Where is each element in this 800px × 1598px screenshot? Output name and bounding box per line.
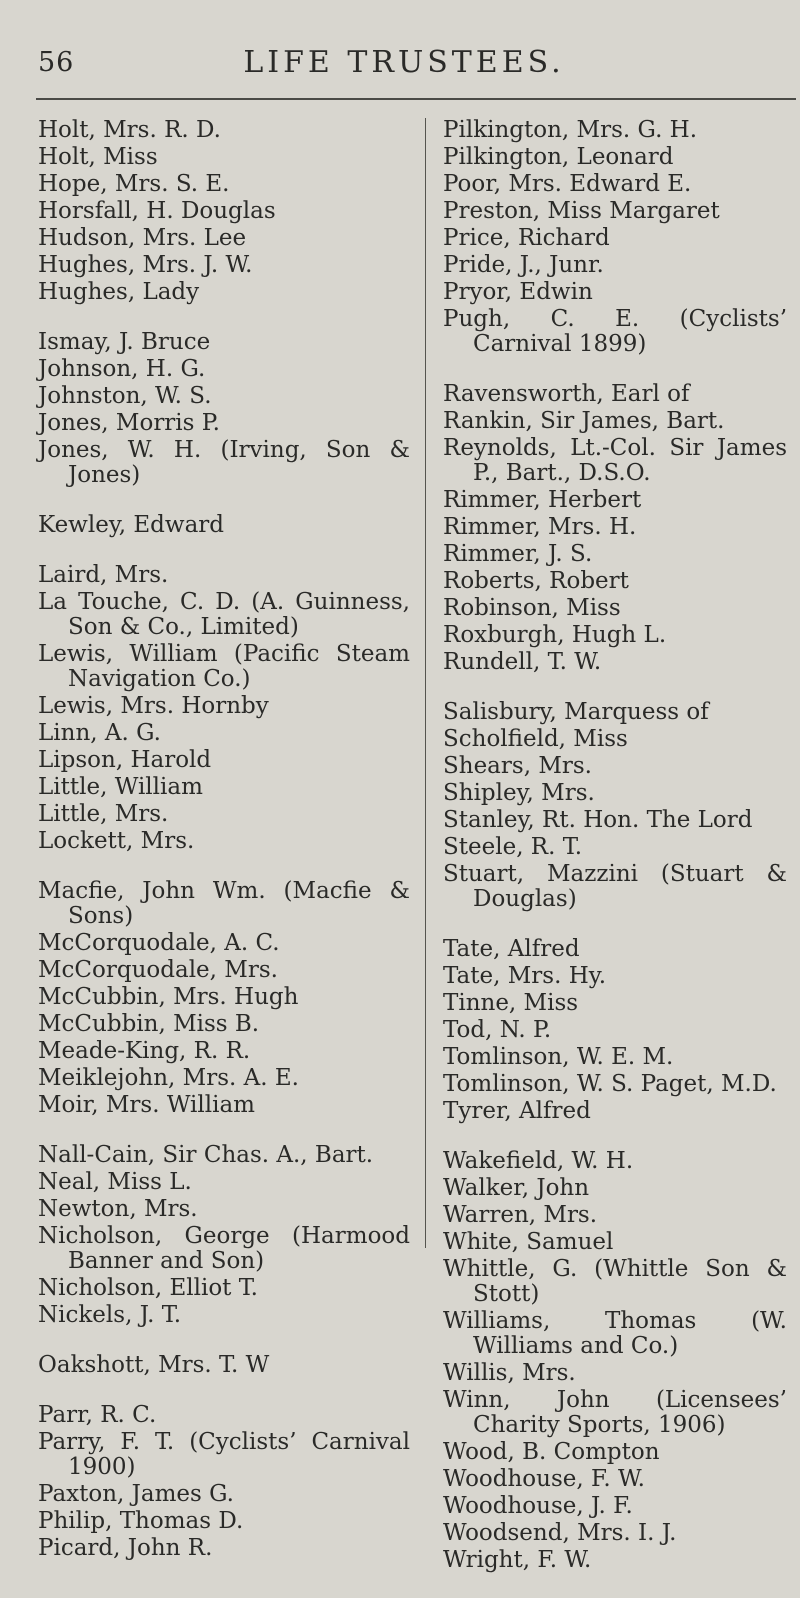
trustee-entry: McCubbin, Mrs. Hugh — [38, 984, 299, 1010]
trustee-entry: Tod, N. P. — [443, 1017, 552, 1043]
trustee-entry: Preston, Miss Margaret — [443, 198, 720, 224]
trustee-entry: Walker, John — [443, 1175, 590, 1201]
trustee-entry: La Touche, C. D. (A. Guinness, Son & Co., Limited) — [38, 589, 410, 640]
trustee-entry: Nicholson, Elliot T. — [38, 1275, 258, 1301]
trustee-entry: Whittle, G. (Whittle Son & Stott) — [443, 1256, 787, 1307]
trustee-entry: Paxton, James G. — [38, 1481, 234, 1507]
trustee-entry: Nickels, J. T. — [38, 1302, 182, 1328]
trustee-entry: Tomlinson, W. E. M. — [443, 1044, 674, 1070]
trustee-entry: Tate, Alfred — [443, 936, 580, 962]
trustee-entry: Lewis, Mrs. Hornby — [38, 693, 269, 719]
trustee-entry: Willis, Mrs. — [443, 1360, 576, 1386]
trustee-entry: Neal, Miss L. — [38, 1169, 192, 1195]
trustee-entry: Ismay, J. Bruce — [38, 329, 211, 355]
trustee-entry: Pryor, Edwin — [443, 279, 593, 305]
trustee-entry: Pilkington, Leonard — [443, 144, 674, 170]
trustee-entry: Williams, Thomas (W. Williams and Co.) — [443, 1308, 787, 1359]
name-group — [38, 513, 410, 538]
name-group — [38, 330, 410, 488]
trustee-entry: Tinne, Miss — [443, 990, 579, 1016]
name-group — [38, 563, 410, 854]
page-number: 56 — [38, 47, 75, 78]
trustee-entry: Moir, Mrs. William — [38, 1092, 255, 1118]
trustee-entry: Holt, Mrs. R. D. — [38, 117, 221, 143]
name-group — [443, 1149, 787, 1573]
name-group — [38, 1143, 410, 1328]
trustee-entry: Tomlinson, W. S. Paget, M.D. — [443, 1071, 777, 1097]
name-group — [443, 118, 787, 357]
trustee-entry: Linn, A. G. — [38, 720, 161, 746]
name-group — [38, 118, 410, 305]
right-column — [443, 118, 787, 1598]
trustee-entry: Rimmer, Mrs. H. — [443, 514, 637, 540]
name-group — [443, 700, 787, 912]
trustee-entry: Robinson, Miss — [443, 595, 621, 621]
trustee-entry: Hughes, Mrs. J. W. — [38, 252, 253, 278]
trustee-entry: Jones, Morris P. — [38, 410, 220, 436]
trustee-entry: Wakefield, W. H. — [443, 1148, 634, 1174]
name-group — [443, 937, 787, 1124]
trustee-entry: Nicholson, George (Harmood Banner and Son) — [38, 1223, 410, 1274]
trustee-entry: Shipley, Mrs. — [443, 780, 595, 806]
trustee-entry: Rimmer, Herbert — [443, 487, 642, 513]
trustee-entry: Rundell, T. W. — [443, 649, 602, 675]
trustee-entry: Philip, Thomas D. — [38, 1508, 244, 1534]
trustee-entry: McCubbin, Miss B. — [38, 1011, 260, 1037]
trustee-entry: Little, William — [38, 774, 203, 800]
trustee-entry: Pilkington, Mrs. G. H. — [443, 117, 698, 143]
trustee-entry: Lewis, William (Pacific Steam Navigation Co.) — [38, 641, 410, 692]
trustee-entry: Stuart, Mazzini (Stuart & Douglas) — [443, 861, 787, 912]
trustee-entry: Lipson, Harold — [38, 747, 212, 773]
trustee-entry: Woodhouse, J. F. — [443, 1493, 633, 1519]
trustee-entry: Parr, R. C. — [38, 1402, 157, 1428]
trustee-entry: Lockett, Mrs. — [38, 828, 195, 854]
trustee-entry: Meade-King, R. R. — [38, 1038, 251, 1064]
trustee-entry: Wright, F. W. — [443, 1547, 592, 1573]
trustee-entry: Nall-Cain, Sir Chas. A., Bart. — [38, 1142, 374, 1168]
trustee-entry: Rimmer, J. S. — [443, 541, 593, 567]
trustee-entry: Tate, Mrs. Hy. — [443, 963, 607, 989]
name-group — [443, 382, 787, 675]
trustee-entry: Jones, W. H. (Irving, Son & Jones) — [38, 437, 410, 488]
trustee-entry: Steele, R. T. — [443, 834, 583, 860]
trustee-entry: Woodsend, Mrs. I. J. — [443, 1520, 677, 1546]
trustee-entry: Oakshott, Mrs. T. W — [38, 1352, 270, 1378]
trustee-entry: Shears, Mrs. — [443, 753, 592, 779]
name-group — [38, 1403, 410, 1561]
header-rule — [36, 98, 796, 100]
trustee-entry: McCorquodale, A. C. — [38, 930, 280, 956]
trustee-entry: Kewley, Edward — [38, 512, 225, 538]
trustee-entry: Scholfield, Miss — [443, 726, 628, 752]
trustee-entry: White, Samuel — [443, 1229, 614, 1255]
trustee-entry: Macfie, John Wm. (Macfie & Sons) — [38, 878, 410, 929]
trustee-entry: Little, Mrs. — [38, 801, 169, 827]
trustee-entry: Hughes, Lady — [38, 279, 200, 305]
name-group — [38, 879, 410, 1118]
trustee-entry: Roxburgh, Hugh L. — [443, 622, 667, 648]
trustee-entry: Poor, Mrs. Edward E. — [443, 171, 692, 197]
trustee-entry: Roberts, Robert — [443, 568, 629, 594]
trustee-entry: Pugh, C. E. (Cyclists’ Carnival 1899) — [443, 306, 787, 357]
trustee-entry: Johnson, H. G. — [38, 356, 206, 382]
column-divider — [425, 118, 426, 1248]
trustee-entry: Meiklejohn, Mrs. A. E. — [38, 1065, 299, 1091]
left-column — [38, 118, 410, 1586]
trustee-entry: Rankin, Sir James, Bart. — [443, 408, 725, 434]
trustee-entry: Horsfall, H. Douglas — [38, 198, 276, 224]
trustee-entry: Johnston, W. S. — [38, 383, 212, 409]
trustee-entry: Hudson, Mrs. Lee — [38, 225, 247, 251]
trustee-entry: Parry, F. T. (Cyclists’ Carnival 1900) — [38, 1429, 410, 1480]
page-title: LIFE TRUSTEES. — [243, 45, 565, 80]
trustee-entry: Pride, J., Junr. — [443, 252, 604, 278]
trustee-entry: Picard, John R. — [38, 1535, 213, 1561]
trustee-entry: Salisbury, Marquess of — [443, 699, 709, 725]
trustee-entry: Reynolds, Lt.-Col. Sir James P., Bart., D.S.O. — [443, 435, 787, 486]
trustee-entry: Tyrer, Alfred — [443, 1098, 591, 1124]
trustee-entry: Price, Richard — [443, 225, 610, 251]
trustee-entry: Winn, John (Licensees’ Charity Sports, 1906) — [443, 1387, 787, 1438]
trustee-entry: Warren, Mrs. — [443, 1202, 598, 1228]
trustee-entry: Ravensworth, Earl of — [443, 381, 690, 407]
trustee-entry: Laird, Mrs. — [38, 562, 169, 588]
trustee-entry: Woodhouse, F. W. — [443, 1466, 645, 1492]
trustee-entry: Wood, B. Compton — [443, 1439, 660, 1465]
trustee-entry: Stanley, Rt. Hon. The Lord — [443, 807, 753, 833]
trustee-entry: Newton, Mrs. — [38, 1196, 198, 1222]
name-group — [38, 1353, 410, 1378]
trustee-entry: Holt, Miss — [38, 144, 158, 170]
trustee-entry: Hope, Mrs. S. E. — [38, 171, 230, 197]
trustee-entry: McCorquodale, Mrs. — [38, 957, 278, 983]
